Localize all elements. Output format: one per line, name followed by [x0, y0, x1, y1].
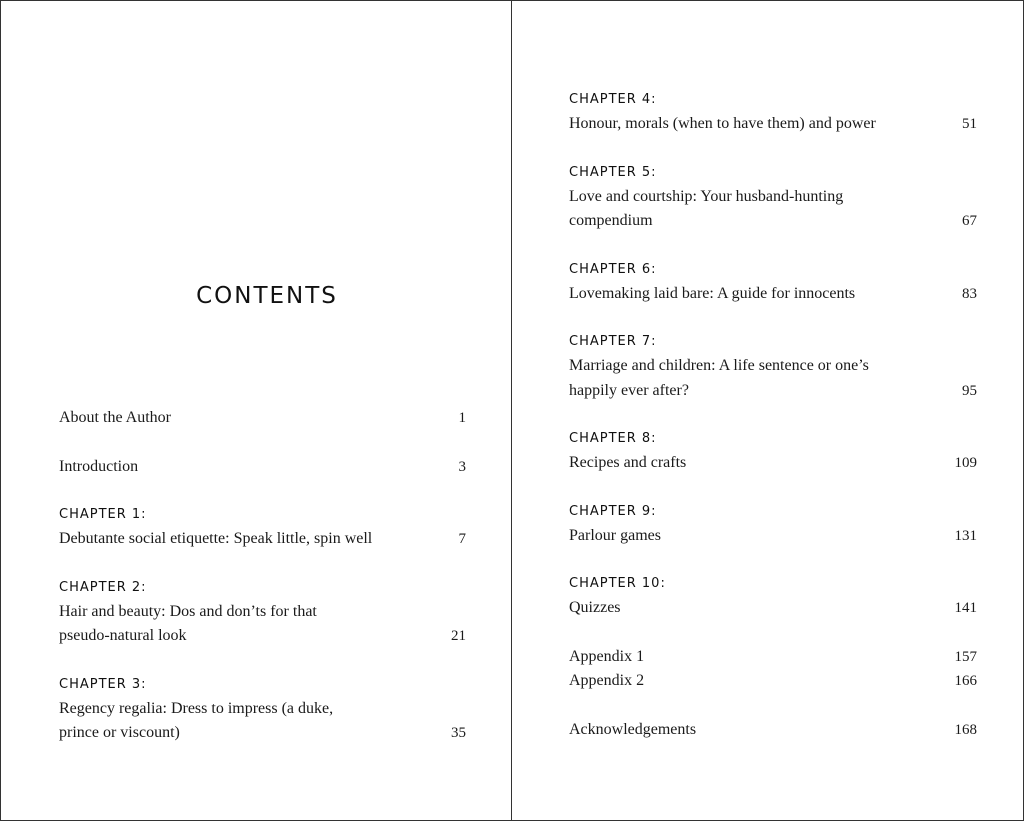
toc-entry [569, 427, 977, 476]
chapter-label: CHAPTER 8: [569, 431, 657, 446]
toc-title: Quizzes [569, 599, 621, 616]
chapter-label: CHAPTER 6: [569, 261, 657, 277]
toc-title: Recipes and crafts [569, 454, 687, 471]
toc-title: Honour, morals (when to have them) and power [569, 115, 876, 132]
chapter-label: CHAPTER 7: [569, 334, 657, 349]
toc-row [569, 718, 977, 743]
toc-entry [569, 718, 977, 743]
toc-title: Acknowledgements [569, 720, 697, 738]
toc-page-number: 1 [458, 410, 466, 426]
toc-page-number: 3 [458, 458, 466, 475]
chapter-label: CHAPTER 5: [569, 164, 657, 180]
toc-page-number: 166 [954, 673, 977, 689]
toc-row [569, 185, 977, 234]
toc-entry [59, 455, 466, 480]
toc-title: Appendix 2 [569, 672, 645, 689]
toc-page-number: 141 [954, 600, 977, 616]
toc-row [569, 354, 977, 403]
toc-row [569, 112, 977, 137]
toc-title: Regency regalia: Dress to impress (a duke, prince or viscount) [59, 699, 334, 741]
toc-page-number: 83 [962, 285, 977, 302]
left-page [1, 1, 511, 820]
toc-row [59, 527, 466, 552]
toc-page-number: 7 [458, 531, 466, 547]
toc-page-number: 131 [954, 527, 977, 544]
chapter-label: CHAPTER 9: [569, 503, 657, 519]
toc-page-number: 21 [451, 628, 466, 644]
chapter-label: CHAPTER 4: [569, 92, 657, 107]
toc-row [59, 600, 466, 649]
toc-entry [59, 406, 466, 431]
toc-entry [59, 503, 466, 552]
toc-row [59, 455, 466, 480]
toc-entry [569, 669, 977, 694]
toc-row [569, 282, 977, 307]
toc-title: Lovemaking laid bare: A guide for innocents [569, 284, 856, 302]
toc-page-number: 35 [451, 725, 466, 741]
toc-page-number: 51 [962, 116, 977, 132]
toc-title: About the Author [59, 409, 171, 426]
toc-page-number: 168 [954, 721, 977, 738]
right-page [512, 1, 1023, 820]
toc-title: Debutante social etiquette: Speak little, spin well [59, 530, 373, 547]
toc-entry [569, 88, 977, 137]
toc-list-right [569, 88, 977, 766]
chapter-label: CHAPTER 1: [59, 507, 147, 522]
toc-entry [59, 673, 466, 746]
toc-row [59, 406, 466, 431]
toc-entry [569, 330, 977, 403]
toc-row [569, 669, 977, 694]
toc-page-number: 67 [962, 213, 977, 229]
toc-page-number: 95 [962, 382, 977, 399]
toc-title: Appendix 1 [569, 647, 645, 665]
toc-row [569, 524, 977, 549]
toc-page-number: 157 [954, 648, 977, 665]
chapter-label: CHAPTER 3: [59, 676, 147, 692]
toc-list-left [59, 406, 466, 770]
toc-entry [59, 576, 466, 649]
toc-row [569, 645, 977, 670]
chapter-label: CHAPTER 2: [59, 579, 147, 595]
toc-title: Introduction [59, 457, 139, 475]
toc-entry [569, 645, 977, 670]
contents-heading: CONTENTS [196, 283, 338, 309]
toc-page-number: 109 [954, 455, 977, 471]
toc-title: Parlour games [569, 526, 661, 544]
toc-title: Love and courtship: Your husband-hunting compendium [569, 187, 844, 229]
toc-entry [569, 161, 977, 234]
toc-row [569, 596, 977, 621]
toc-title: Hair and beauty: Dos and don’ts for that pseudo-natural look [59, 602, 317, 644]
chapter-label: CHAPTER 10: [569, 576, 666, 591]
toc-title: Marriage and children: A life sentence or one’s happily ever after? [569, 357, 869, 399]
toc-row [59, 697, 466, 746]
toc-entry [569, 572, 977, 621]
toc-entry [569, 258, 977, 307]
toc-row [569, 451, 977, 476]
toc-entry [569, 500, 977, 549]
